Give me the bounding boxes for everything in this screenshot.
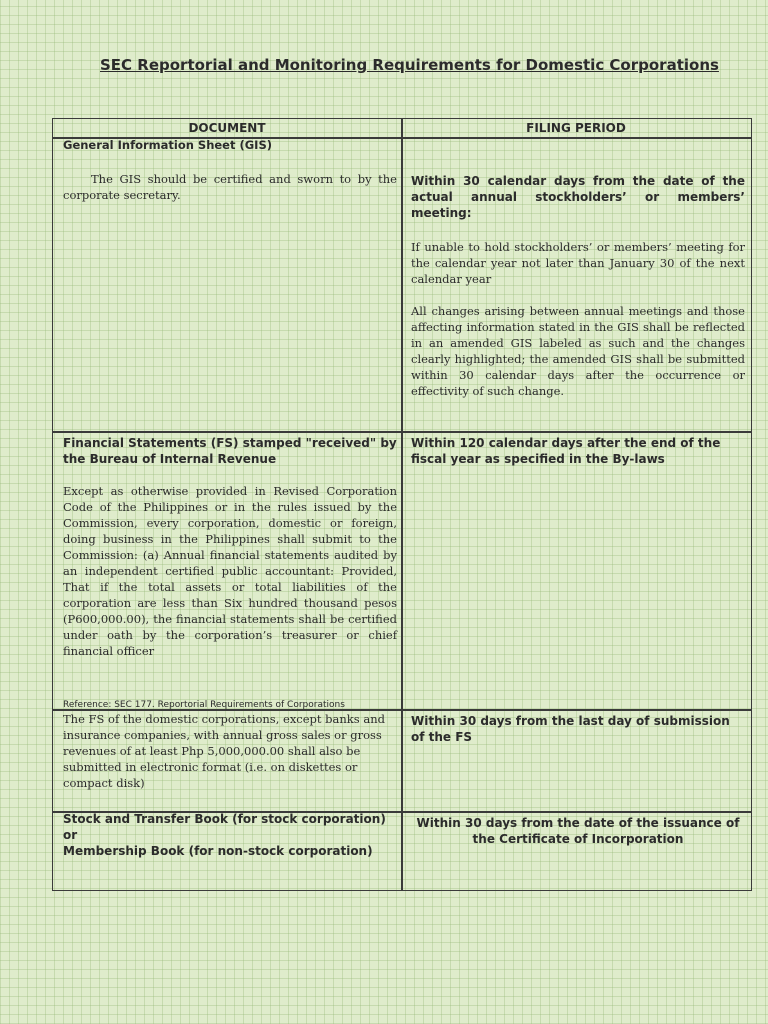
stb-filing-period: Within 30 days from the date of the issuance of the Certificate of Incorporation xyxy=(416,816,740,846)
membership-book-title: Membership Book (for non-stock corporation) xyxy=(63,844,373,858)
stb-title: Stock and Transfer Book (for stock corporation) xyxy=(63,812,386,826)
fs-filing-period: Within 120 calendar days after the end of the fiscal year as specified in the By-laws xyxy=(411,436,721,466)
fs-reference: Reference: SEC 177. Reportorial Requirements of Corporations xyxy=(63,700,345,710)
efs-description: The FS of the domestic corporations, except banks and insurance companies, with annual gross sales or gross revenues of at least Php 5,000,000.00 shall also be submitted in electronic format (i.e. on diskettes or compact disk) xyxy=(63,712,385,790)
requirements-table xyxy=(52,118,752,891)
header-filing-period: FILING PERIOD xyxy=(526,121,626,135)
gis-filing-period: Within 30 calendar days from the date of the actual annual stockholders’ or members’ meeting: xyxy=(411,174,745,220)
gis-amendment-note: All changes arising between annual meetings and those affecting information stated in the GIS shall be reflected in an amended GIS labeled as such and the changes clearly highlighted; the amended GIS shall be submitted within 30 calendar days after the occurrence or effectivity of such change. xyxy=(411,304,745,398)
gis-description: The GIS should be certified and sworn to by the corporate secretary. xyxy=(63,172,397,202)
page-title: SEC Reportorial and Monitoring Requirements for Domestic Corporations xyxy=(100,56,719,74)
efs-filing-period: Within 30 days from the last day of submission of the FS xyxy=(411,714,730,744)
header-document: DOCUMENT xyxy=(188,121,266,135)
fs-description: Except as otherwise provided in Revised Corporation Code of the Philippines or in the rules issued by the Commission, every corporation, domestic or foreign, doing business in the Philippines shall submit to the Commission: (a) Annual financial statements audited by an independent certified public accountant: Provided, That if the total assets or total liabilities of the corporation are less than Six hundred thousand pesos (P600,000.00), the financial statements shall be certified under oath by the corporation’s treasurer or chief financial officer xyxy=(63,484,397,658)
row-divider xyxy=(53,431,751,433)
gis-title: General Information Sheet (GIS) xyxy=(63,138,272,152)
gis-filing-note: If unable to hold stockholders’ or members’ meeting for the calendar year not later than January 30 of the next calendar year xyxy=(411,240,745,286)
fs-title: Financial Statements (FS) stamped "received" by the Bureau of Internal Revenue xyxy=(63,436,397,466)
stb-or: or xyxy=(63,828,78,842)
column-divider xyxy=(401,119,403,890)
